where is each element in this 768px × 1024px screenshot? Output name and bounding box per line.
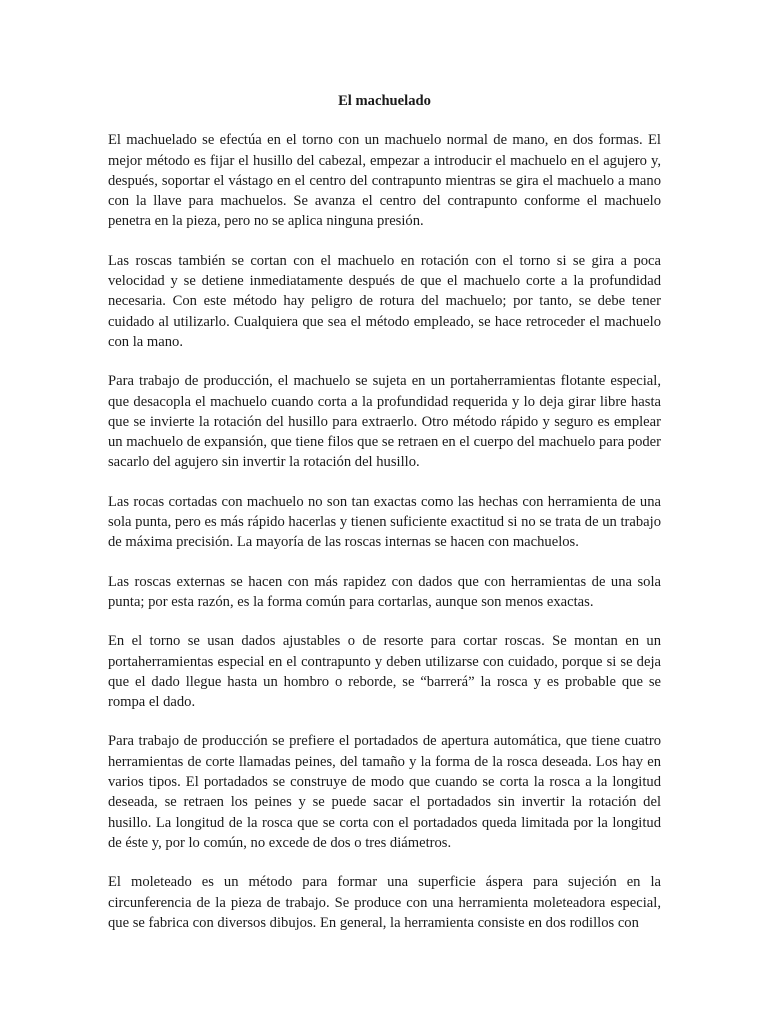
document-title: El machuelado [338, 93, 431, 109]
paragraph-4: Las rocas cortadas con machuelo no son tan exactas como las hechas con herramienta de una sola punta, pero es más rápido hacerlas y tienen suficiente exactitud si no se trata de un trabajo de máxima precisión. La mayoría de las roscas internas se hacen con machuelos. [108, 493, 661, 551]
document-body [108, 91, 661, 952]
paragraph-3: Para trabajo de producción, el machuelo se sujeta en un portaherramientas flotante especial, que desacopla el machuelo cuando corta a la profundidad requerida y lo deja girar libre hasta que se invierte la rotación del husillo para extraerlo. Otro método rápido y seguro es emplear un machuelo de expansión, que tiene filos que se retraen en el cuerpo del machuelo para poder sacarlo del agujero sin invertir la rotación del husillo. [108, 373, 661, 471]
paragraph-5: Las roscas externas se hacen con más rapidez con dados que con herramientas de una sola punta; por esta razón, es la forma común para cortarlas, aunque son menos exactas. [108, 573, 661, 610]
paragraph-6: En el torno se usan dados ajustables o de resorte para cortar roscas. Se montan en un portaherramientas especial en el contrapunto y deben utilizarse con cuidado, porque si se deja que el dado llegue hasta un hombro o reborde, se “barrerá” la rosca y es probable que se rompa el dado. [108, 633, 661, 711]
paragraph-2: Las roscas también se cortan con el machuelo en rotación con el torno si se gira a poca velocidad y se detiene inmediatamente después de que el machuelo corte a la profundidad necesaria. Con este método hay peligro de rotura del machuelo; por tanto, se debe tener cuidado al utilizarlo. Cualquiera que sea el método empleado, se hace retroceder el machuelo con la mano. [108, 252, 661, 350]
paragraph-7: Para trabajo de producción se prefiere el portadados de apertura automática, que tiene cuatro herramientas de corte llamadas peines, del tamaño y la forma de la rosca deseada. Los hay en varios tipos. El portadados se construye de modo que cuando se corta la rosca a la longitud deseada, se retraen los peines y se puede sacar el portadados sin invertir la rotación del husillo. La longitud de la rosca que se corta con el portadados queda limitada por la longitud de éste y, por lo común, no excede de dos o tres diámetros. [108, 733, 661, 851]
paragraph-1: El machuelado se efectúa en el torno con un machuelo normal de mano, en dos formas. El mejor método es fijar el husillo del cabezal, empezar a introducir el machuelo en el agujero y, después, soportar el vástago en el centro del contrapunto mientras se gira el machuelo a mano con la llave para machuelos. Se avanza el centro del contrapunto conforme el machuelo penetra en la pieza, pero no se aplica ninguna presión. [108, 132, 661, 230]
paragraph-8: El moleteado es un método para formar una superficie áspera para sujeción en la circunferencia de la pieza de trabajo. Se produce con una herramienta moleteadora especial, que se fabrica con diversos dibujos. En general, la herramienta consiste en dos rodillos con [108, 874, 661, 931]
